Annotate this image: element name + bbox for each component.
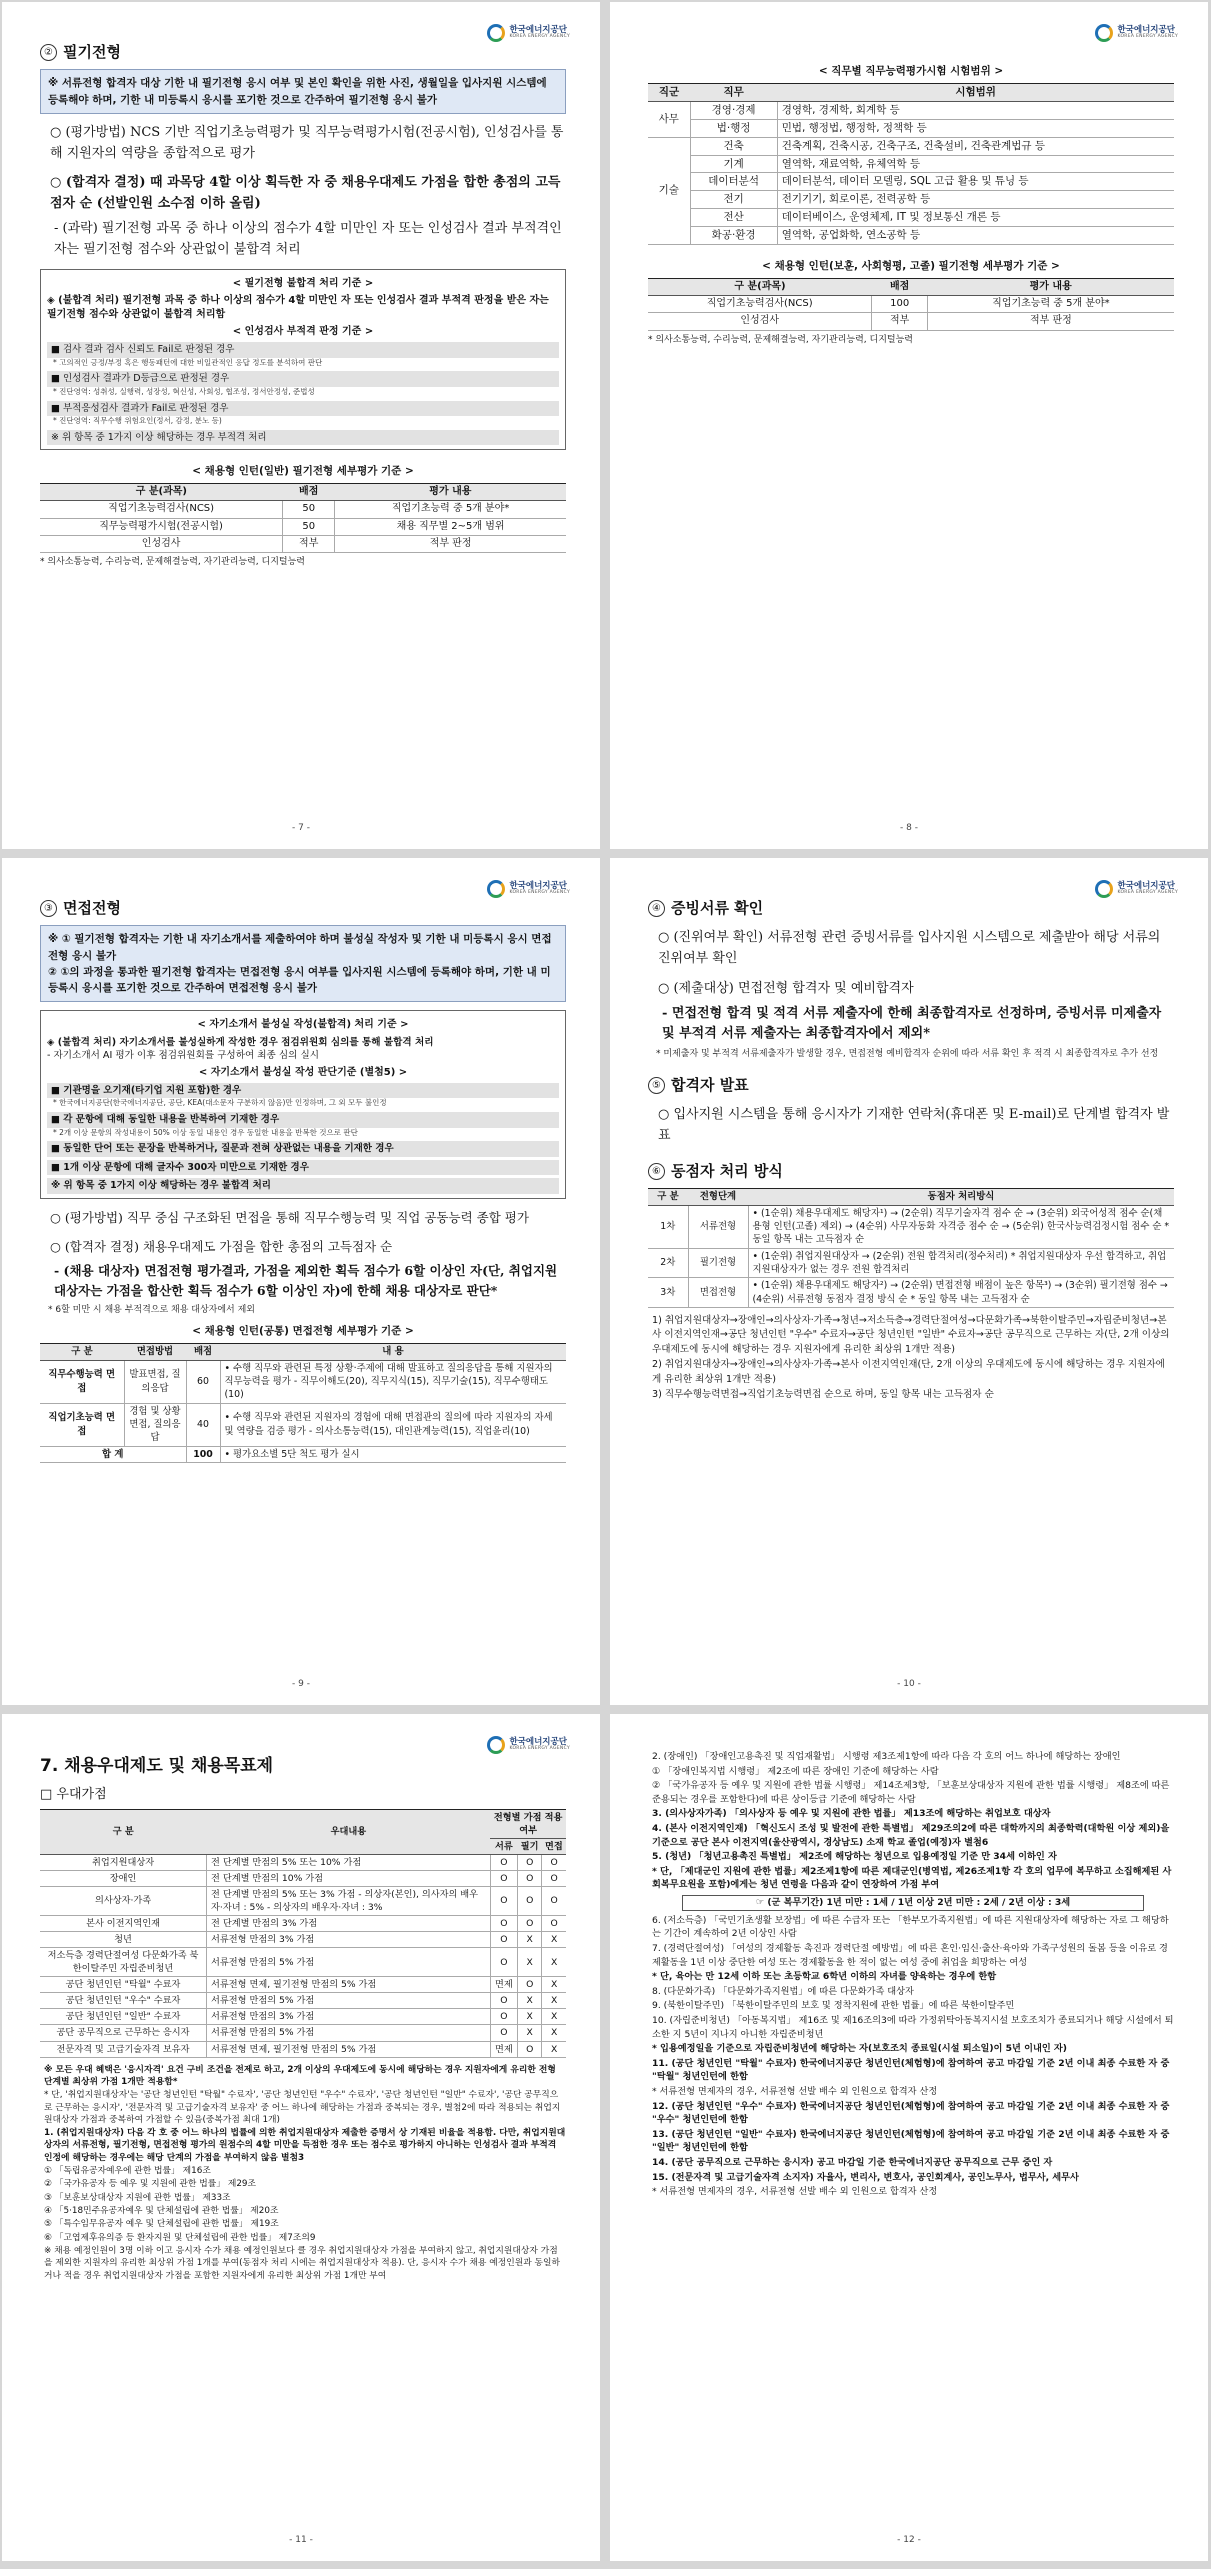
- logo-icon: [1095, 880, 1113, 898]
- table-row: [40, 518, 566, 535]
- td: O: [490, 1993, 517, 2009]
- interview-table: [40, 1343, 566, 1463]
- td: • (1순위) 취업지원대상자 → (2순위) 전원 합격처리(정수처리) * 취업지원대상자 우선 합격하고, 취업지원대상자가 없는 경우 전원 합격처리: [748, 1248, 1174, 1278]
- list-item: ⑤ 「특수임무유공자 예우 및 단체설립에 관한 법률」 제19조: [44, 2219, 279, 2230]
- td: 전 단계별 만점의 10% 가점: [207, 1870, 491, 1886]
- td: 전 단계별 만점의 5% 또는 3% 가점 - 의상자(본인), 의사자의 배우자·자녀 : 5% - 의상자의 배우자·자녀 : 3%: [207, 1886, 491, 1915]
- bullet: ○ (제출대상) 면접전형 합격자 및 예비합격자: [658, 980, 914, 996]
- th: 구 분: [40, 1809, 207, 1854]
- criterion-note: * 2개 이상 문항의 작성내용이 50% 이상 동일 내용인 경우 동일한 내용을 반복한 것으로 판단: [53, 1127, 358, 1137]
- td: X: [518, 1993, 542, 2009]
- notice-box: [40, 925, 566, 1002]
- section-number: ②: [40, 44, 57, 61]
- table-row: [40, 1993, 566, 2009]
- subheading: □ 우대가점: [40, 1787, 107, 1803]
- list-item: ② 「국가유공자 등 예우 및 지원에 관한 법률 시행령」 제14조제3항, 「보훈보상대상자 지원에 관한 법률 시행령」 제8조에 따른 준용되는 경우를 포함한다)에 따른 상이등급 기준에 해당하는 사람: [652, 1780, 1170, 1805]
- list-item: ① 「독립유공자예우에 관한 법률」 제16조: [44, 2166, 211, 2177]
- bullet: ○ (합격자 결정) 채용우대제도 가점을 합한 총점의 고득점자 순: [50, 1238, 393, 1254]
- td: X: [542, 2025, 566, 2041]
- bullet: ○ (평가방법) NCS 기반 직업기초능력평가 및 직무능력평가시험(전공시험), 인성검사를 통해 지원자의 역량을 종합적으로 평가: [50, 124, 564, 161]
- th: 배점: [186, 1344, 220, 1360]
- notice-box: ※ 서류전형 합격자 대상 기한 내 필기전형 응시 여부 및 본인 확인을 위한 사진, 생월일을 입사지원 시스템에 등록해야 하며, 기한 내 미등록시 응시를 포기한 것으로 간주하여 필기전형 응시 불가: [40, 69, 566, 114]
- td: 저소득층 경력단절여성 다문화가족 북한이탈주민 자립준비청년: [40, 1948, 207, 1977]
- list-item: ① 「장애인복지법 시행령」 제2조에 따른 장애인 기준에 해당하는 사람: [652, 1765, 939, 1777]
- th: 면접: [542, 1838, 566, 1854]
- td: O: [542, 1870, 566, 1886]
- org-sub: KOREA ENERGY AGENCY: [1117, 34, 1178, 40]
- td: 청년: [40, 1932, 207, 1948]
- criterion: ■ 동일한 단어 또는 문장을 반복하거나, 질문과 전혀 상관없는 내용을 기재한 경우: [47, 1141, 559, 1156]
- org-sub: KOREA ENERGY AGENCY: [1117, 890, 1178, 896]
- section-title: [648, 1161, 1174, 1182]
- td: • (1순위) 채용우대제도 해당자¹) → (2순위) 직무기술자격 점수 순 → (3순위) 외국어성적 점수 순(채용형 인턴(고졸) 제외) → (4순위) 사무자동화 자격증 점수 순 → (5순위) 한국사능력검정시험 점수 순 * 동일 항목 내는 고득점자 순: [748, 1205, 1174, 1248]
- box-rule: ◈ (불합격 처리) 자기소개서를 불성실하게 작성한 경우 점검위원회 심의를 통해 불합격 처리: [47, 1036, 434, 1048]
- notice-line: ② ①의 과정을 통과한 필기전형 합격자는 면접전형 응시 여부를 입사지원 시스템에 등록해야 하며, 기한 내 미등록시 응시를 포기한 것으로 간주하여 면접전형 응시 불가: [48, 965, 551, 995]
- list-item: ⑥ 「고엽제후유의증 등 환자지원 및 단체설립에 관한 법률」 제7조의9: [44, 2232, 316, 2243]
- td: 적부 판정: [335, 535, 566, 552]
- eval-table: [40, 483, 566, 553]
- table-row: [40, 2009, 566, 2025]
- list-item: * 서류전형 면제자의 경우, 서류전형 선발 배수 외 인원으로 합격자 산정: [652, 2086, 938, 2098]
- page-number: - 10 -: [897, 1679, 921, 1690]
- td: 채용 직무별 2~5개 범위: [335, 518, 566, 535]
- service-period-box: ☞ (군 복무기간) 1년 미만 : 1세 / 1년 이상 2년 미만 : 2세 / 2년 이상 : 3세: [682, 1895, 1144, 1911]
- table-row: [648, 209, 1174, 227]
- td: 사무: [648, 101, 690, 137]
- td: 경영학, 경제학, 회계학 등: [777, 101, 1174, 119]
- org-logo: [1095, 24, 1178, 42]
- td: 인성검사: [40, 535, 283, 552]
- td: 취업지원대상자: [40, 1854, 207, 1870]
- table-row: [40, 1854, 566, 1870]
- td: X: [542, 1993, 566, 2009]
- table-row: [648, 1278, 1174, 1308]
- th: 구 분(과목): [40, 484, 283, 501]
- box-title: < 필기전형 불합격 처리 기준 >: [232, 277, 374, 289]
- th: 면접방법: [124, 1344, 186, 1360]
- td: O: [518, 1886, 542, 1915]
- list-item: 11. (공단 청년인턴 "탁월" 수료자) 한국에너지공단 청년인턴(체험형)에 참여하여 공고 마감일 기준 2년 이내 최종 수료한 자 중 "탁월" 청년인턴에 한함: [652, 2057, 1170, 2083]
- table-row: [648, 227, 1174, 245]
- td: X: [542, 1948, 566, 1977]
- org-logo: [487, 880, 570, 898]
- footnote: 3) 직무수행능력면접→직업기초능력면접 순으로 하며, 동일 항목 내는 고득점자 순: [652, 1388, 994, 1400]
- th: 우대내용: [207, 1809, 491, 1854]
- list-item: 5. (청년) 「청년고용촉진 특별법」 제2조에 해당하는 청년으로 입용예정일 기준 만 34세 이하인 자: [652, 1851, 1057, 1863]
- td: 100: [186, 1446, 220, 1462]
- bullet: - 면접전형 합격 및 적격 서류 제출자에 한해 최종합격자로 선정하며, 증빙서류 미제출자 및 부적격 서류 제출자는 최종합격자에서 제외*: [662, 1005, 1162, 1042]
- section-number: ⑥: [648, 1163, 665, 1180]
- section-number: ⑤: [648, 1077, 665, 1094]
- bullet-note: * 6할 미만 시 채용 부적격으로 채용 대상자에서 제외: [48, 1304, 255, 1315]
- org-logo: [487, 24, 570, 42]
- th: 구 분(과목): [648, 278, 872, 295]
- td: 전문자격 및 고급기술자격 보유자: [40, 2041, 207, 2057]
- org-name: 한국에너지공단: [509, 881, 567, 892]
- td: 공단 청년인턴 "일반" 수료자: [40, 2009, 207, 2025]
- section-title-text: 면접전형: [63, 899, 121, 917]
- td: 면제: [490, 2041, 517, 2057]
- org-name: 한국에너지공단: [509, 1737, 567, 1748]
- exam-scope-table: [648, 83, 1174, 245]
- criterion-note: * 진단영역: 직무수행 위험요인(정서, 감정, 분노 등): [53, 416, 222, 426]
- td: 서류전형 만점의 5% 가점: [207, 1993, 491, 2009]
- td: 전산: [690, 209, 777, 227]
- org-sub: KOREA ENERGY AGENCY: [509, 890, 570, 896]
- box-note: - 자기소개서 AI 평가 이후 점검위원회를 구성하여 최종 심의 실시: [47, 1050, 319, 1062]
- list-item: 12. (공단 청년인턴 "우수" 수료자) 한국에너지공단 청년인턴(체험형)에 참여하여 공고 마감일 기준 2년 이내 최종 수료한 자 중 "우수" 청년인턴에 한함: [652, 2100, 1170, 2126]
- td: 데이터분석: [690, 173, 777, 191]
- list-item: 7. (경력단절여성) 「여성의 경제활동 촉진과 경력단절 예방법」에 따른 혼인·임신·출산·육아와 가족구성원의 돌봄 등을 이유로 경제활동을 1년 이상 중단한 여성 또는 경제활동을 한 적이 없는 여성 중에 취업을 희망하는 여성: [652, 1942, 1168, 1968]
- page-12: [610, 1714, 1208, 2561]
- td: 서류전형 만점의 5% 가점: [207, 2025, 491, 2041]
- table-caption: < 직무별 직무능력평가시험 시험범위 >: [818, 65, 1004, 77]
- table-row: [40, 1870, 566, 1886]
- td: O: [490, 2009, 517, 2025]
- section-title-text: 필기전형: [63, 43, 121, 61]
- td: 100: [872, 296, 927, 313]
- td: 공단 청년인턴 "탁월" 수료자: [40, 1977, 207, 1993]
- table-row: [648, 191, 1174, 209]
- td: O: [490, 1886, 517, 1915]
- bullet: ○ (진위여부 확인) 서류전형 관련 증빙서류를 입사지원 시스템으로 제출받아 해당 서류의 진위여부 확인: [658, 930, 1161, 967]
- td: X: [542, 2009, 566, 2025]
- criterion-note: * 한국에너지공단(한국에너지공단, 공단, KEA(대소문자 구분하지 않음)만 인정하며, 그 외 모두 불인정: [53, 1098, 387, 1108]
- td: 경험 및 상황면접, 질의응답: [124, 1403, 186, 1446]
- td: 직무능력평가시험(전공시험): [40, 518, 283, 535]
- th: 배점: [872, 278, 927, 295]
- criterion-note: * 고의적인 긍정/부정 혹은 행동패턴에 대한 비일관적인 응답 정도를 분석하여 판단: [53, 357, 323, 367]
- criterion-summary: ※ 위 항목 중 1가지 이상 해당하는 경우 부적격 처리: [47, 430, 559, 445]
- td: O: [490, 1948, 517, 1977]
- td: 발표면접, 질의응답: [124, 1360, 186, 1403]
- footnote: 2) 취업지원대상자→장애인→의사상자·가족→본사 이전지역인재(단, 2개 이상의 우대제도에 동시에 해당하는 경우 지원자에게 유리한 최상위 1개만 적용): [652, 1359, 1165, 1385]
- td: 직업기초능력검사(NCS): [40, 501, 283, 518]
- box-subtitle: < 자기소개서 불성실 작성 판단기준 (별첨5) >: [198, 1066, 408, 1078]
- table-row: [40, 535, 566, 552]
- page-number: - 12 -: [897, 2535, 921, 2546]
- td: 3차: [648, 1278, 688, 1308]
- td: 합 계: [40, 1446, 186, 1462]
- section-title: [648, 898, 1174, 919]
- table-row: [648, 1205, 1174, 1248]
- td: 면접전형: [688, 1278, 748, 1308]
- td: 의사상자·가족: [40, 1886, 207, 1915]
- note: * 단, '취업지원대상자'는 '공단 청년인턴 "탁월" 수료자', '공단 청년인턴 "우수" 수료자', '공단 청년인턴 "일반" 수료자', '공단 공무직으로 근무하는 응시자', '전문자격 및 고급기술자격 보유자' 중 어느 하나에 해당하는 가점과 중복되는 경우, 별첨2에 따라 적용되는 취업지원대상자 가점과 중복하여 가점할 수 있음(중복가점 최대 1개): [44, 2090, 561, 2125]
- table-row: [40, 1977, 566, 1993]
- td: X: [518, 1948, 542, 1977]
- list-item: ② 「국가유공자 등 예우 및 지원에 관한 법률」 제29조: [44, 2179, 257, 2190]
- td: 서류전형 만점의 5% 가점: [207, 1948, 491, 1977]
- td: 직업기초능력 중 5개 분야*: [927, 296, 1174, 313]
- page-10: [610, 858, 1208, 1705]
- td: 전기: [690, 191, 777, 209]
- table-row: [648, 137, 1174, 155]
- th: 평가 내용: [335, 484, 566, 501]
- bullet: - (과락) 필기전형 과목 중 하나 이상의 점수가 4할 미만인 자 또는 인성검사 결과 부적격인 자는 필기전형 점수와 상관없이 불합격 처리: [54, 221, 562, 257]
- table-footnote: * 의사소통능력, 수리능력, 문제해결능력, 자기관리능력, 디지털능력: [40, 556, 305, 567]
- td: O: [542, 1854, 566, 1870]
- table-row: [40, 1886, 566, 1915]
- org-name: 한국에너지공단: [1117, 25, 1175, 36]
- td: 필기전형: [688, 1248, 748, 1278]
- td: 기계: [690, 155, 777, 173]
- box-title: < 자기소개서 불성실 작성(불합격) 처리 기준 >: [197, 1019, 409, 1031]
- td: 50: [283, 518, 335, 535]
- logo-icon: [1095, 24, 1113, 42]
- section-number: ③: [40, 900, 57, 917]
- table-row: [40, 1446, 566, 1462]
- bullet: ○ 입사지원 시스템을 통해 응시자가 기재한 연락처(휴대폰 및 E-mail)로 단계별 합격자 발표: [658, 1107, 1170, 1144]
- criterion: ■ 1개 이상 문항에 대해 글자수 300자 미만으로 기재한 경우: [47, 1160, 559, 1175]
- td: 직업기초능력 중 5개 분야*: [335, 501, 566, 518]
- td: 장애인: [40, 1870, 207, 1886]
- td: • 수행 직무와 관련된 지원자의 경험에 대해 면접관의 질의에 따라 지원자의 자세 및 역량을 검증 평가 - 의사소통능력(15), 대인관계능력(15), 직업윤리(10): [220, 1403, 566, 1446]
- criterion: ■ 검사 결과 검사 신뢰도 Fail로 판정된 경우: [47, 342, 559, 357]
- list-item: 9. (북한이탈주민) 「북한이탈주민의 보호 및 정착지원에 관한 법률」에 따른 북한이탈주민: [652, 2000, 1015, 2012]
- section-title-text: 증빙서류 확인: [671, 899, 764, 917]
- th: 시험범위: [777, 83, 1174, 101]
- page-7: [2, 2, 600, 849]
- criterion: ■ 부적응성검사 결과가 Fail로 판정된 경우: [47, 401, 559, 416]
- th: 평가 내용: [927, 278, 1174, 295]
- page-number: - 8 -: [900, 823, 918, 834]
- list-item: * 단, 육아는 만 12세 이하 또는 초등학교 6학년 이하의 자녀를 양육하는 경우에 한함: [652, 1971, 997, 1983]
- td: 법·행정: [690, 119, 777, 137]
- list-item: ③ 「보훈보상대상자 지원에 관한 법률」 제33조: [44, 2192, 231, 2203]
- td: 열역학, 공업화학, 연소공학 등: [777, 227, 1174, 245]
- td: 공단 청년인턴 "우수" 수료자: [40, 1993, 207, 2009]
- td: X: [518, 2009, 542, 2025]
- td: 전 단계별 만점의 3% 가점: [207, 1916, 491, 1932]
- page-number: - 11 -: [289, 2535, 313, 2546]
- td: 적부: [872, 313, 927, 330]
- td: 면제: [490, 1977, 517, 1993]
- td: 공단 공무직으로 근무하는 응시자: [40, 2025, 207, 2041]
- td: • 수행 직무와 관련된 특정 상황·주제에 대해 발표하고 질의응답을 통해 지원자의 직무능력을 평가 - 직무이해도(20), 직무지식(15), 직무기술(15), 직무수행태도(10): [220, 1360, 566, 1403]
- logo-icon: [487, 24, 505, 42]
- td: O: [518, 1854, 542, 1870]
- bullet-note: * 미제출자 및 부적격 서류제출자가 발생할 경우, 면접전형 예비합격자 순위에 따라 서류 확인 후 적격 시 최종합격자로 추가 선정: [656, 1049, 1159, 1060]
- list-item: * 입용예정일을 기준으로 자립준비청년에 해당하는 자(보호조치 종료일(시설 퇴소일)이 5년 이내인 자): [652, 2043, 1067, 2055]
- td: O: [490, 1932, 517, 1948]
- logo-icon: [487, 880, 505, 898]
- page-9: [2, 858, 600, 1705]
- th: 직군: [648, 83, 690, 101]
- table-row: [40, 1932, 566, 1948]
- table-row: [40, 501, 566, 518]
- td: X: [542, 1932, 566, 1948]
- td: • (1순위) 채용우대제도 해당자²) → (2순위) 면접전형 배점이 높은 항목³) → (3순위) 필기전형 점수 → (4순위) 서류전형 동점자 결정 방식 순 * 동일 항목 내는 고득점자 순: [748, 1278, 1174, 1308]
- criterion: ■ 각 문항에 대해 동일한 내용을 반복하여 기재한 경우: [47, 1112, 559, 1127]
- criterion: ■ 기관명을 오기재(타기업 지원 포함)한 경우: [47, 1083, 559, 1098]
- page-8: [610, 2, 1208, 849]
- org-sub: KOREA ENERGY AGENCY: [509, 34, 570, 40]
- td: 서류전형 만점의 3% 가점: [207, 2009, 491, 2025]
- note: ※ 모든 우대 혜택은 '응시자격' 요건 구비 조건을 전제로 하고, 2개 이상의 우대제도에 동시에 해당하는 경우 지원자에게 유리한 전형 단계별 최상위 가점 1개만 적용함*: [44, 2064, 556, 2087]
- td: 서류전형 만점의 3% 가점: [207, 1932, 491, 1948]
- logo-icon: [487, 1736, 505, 1754]
- eval-table: [648, 278, 1174, 331]
- bullet: - (채용 대상자) 면접전형 평가결과, 가점을 제외한 획득 점수가 6할 이상인 자(단, 취업지원대상자는 가점을 합산한 획득 점수가 6할 이상인 자)에 한해 채용 대상자로 판단*: [54, 1262, 558, 1298]
- td: 적부: [283, 535, 335, 552]
- list-item: 3. (의사상자가족) 「의사상자 등 예우 및 지원에 관한 법률」 제13조에 해당하는 취업보호 대상자: [652, 1808, 1051, 1820]
- list-item: 6. (저소득층) 「국민기초생활 보장법」에 따른 수급자 또는 「한부모가족지원법」에 따른 지원대상자에 해당하는 자로 그 해당하는 기간이 계속하여 2년 이상인 사람: [652, 1914, 1169, 1940]
- list-item: 1. (취업지원대상자) 다음 각 호 중 어느 하나의 법률에 의한 취업지원대상자 제출한 증명서 상 기재된 비율을 적용함. 다만, 취업지원대상자의 서류전형, 필기전형, 면접전형 평가의 원점수의 4할 미만을 득점한 경우 또는 점수로 평가하지 아니하는 인성검사 결과 부적격 인정에 해당하는 경우에는 해당 단계의 가점을 부여하지 않음 별첨3: [44, 2128, 566, 2163]
- th: 전형별 가점 적용여부: [490, 1809, 566, 1838]
- criterion-note: * 진단영역: 성취성, 실행력, 성장성, 혁신성, 사회성, 협조성, 정서안정성, 준법성: [53, 386, 315, 396]
- td: 본사 이전지역인재: [40, 1916, 207, 1932]
- box-rule: ◈ (불합격 처리) 필기전형 과목 중 하나 이상의 점수가 4할 미만인 자 또는 인성검사 결과 부적격 판정을 받은 자는 필기전형 점수와 상관없이 불합격 처리함: [47, 294, 549, 320]
- note: ※ 채용 예정인원이 3명 이하 이고 응시자 수가 채용 예정인원보다 클 경우 취업지원대상자 가점을 부여하지 않고, 취업지원대상자 가점을 제외한 지원자의 유리한 최상위 가점 1개를 부여(동점자 처리 시에는 취업지원대상자 적용). 단, 응시자 수가 채용 예정인원과 동일하거나 적을 경우 취업지원대상자 가점을 포함한 지원자에게 유리한 최상위 가점 1개만 부여: [44, 2245, 560, 2281]
- table-caption: < 채용형 인턴(공통) 면접전형 세부평가 기준 >: [192, 1325, 414, 1338]
- box-subtitle: < 인성검사 부적격 판정 기준 >: [232, 326, 374, 338]
- list-item: 14. (공단 공무직으로 근무하는 응시자) 공고 마감일 기준 한국에너지공단 공무직으로 근무 중인 자: [652, 2157, 1053, 2169]
- tiebreak-table: [648, 1188, 1174, 1308]
- td: 전기기기, 회로이론, 전력공학 등: [777, 191, 1174, 209]
- list-item: 15. (전문자격 및 고급기술자격 소지자) 자율사, 변리사, 변호사, 공인회계사, 공인노무사, 법무사, 세무사: [652, 2171, 1079, 2183]
- criterion-summary: ※ 위 항목 중 1가지 이상 해당하는 경우 불합격 처리: [47, 1178, 559, 1193]
- td: 서류전형: [688, 1205, 748, 1248]
- table-caption: < 채용형 인턴(일반) 필기전형 세부평가 기준 >: [192, 465, 414, 478]
- td: 건축: [690, 137, 777, 155]
- td: X: [542, 2041, 566, 2057]
- th: 구 분: [40, 1344, 124, 1360]
- td: 60: [186, 1360, 220, 1403]
- bullet: ○ (평가방법) 직무 중심 구조화된 면접을 통해 직무수행능력 및 직업 공동능력 종합 평가: [50, 1209, 529, 1225]
- td: 적부 판정: [927, 313, 1174, 330]
- org-sub: KOREA ENERGY AGENCY: [509, 1746, 570, 1752]
- org-name: 한국에너지공단: [509, 25, 567, 36]
- criteria-box: [40, 1010, 566, 1198]
- td: 1차: [648, 1205, 688, 1248]
- table-row: [40, 1948, 566, 1977]
- td: 민법, 행정법, 행정학, 정책학 등: [777, 119, 1174, 137]
- td: O: [542, 1916, 566, 1932]
- td: 열역학, 재료역학, 유체역학 등: [777, 155, 1174, 173]
- notice-line: ※ ① 필기전형 합격자는 기한 내 자기소개서를 제출하여야 하며 불성실 작성자 및 기한 내 미등록시 응시 면접전형 응시 불가: [48, 933, 552, 962]
- td: O: [518, 1977, 542, 1993]
- list-item: 10. (자립준비청년) 「아동복지법」 제16조 및 제16조의3에 따라 가정위탁아동복지시설 보호조치가 종료되거나 해당 시설에서 퇴소한 지 5년이 지나지 아니한 자립준비청년: [652, 2014, 1174, 2040]
- table-row: [40, 2041, 566, 2057]
- section-title: [40, 898, 566, 919]
- org-logo: [487, 1736, 570, 1754]
- td: O: [490, 2025, 517, 2041]
- list-item: 4. (본사 이전지역인재) 「혁신도시 조성 및 발전에 관한 특별법」 제29조의2에 따른 대학까지의 최종학력(대학원 이상 제외)을 기준으로 공단 본사 이전지역(울산광역시, 경상남도) 소재 학교 졸업(예정)자 별첨6: [652, 1823, 1170, 1848]
- table-row: [648, 119, 1174, 137]
- td: O: [490, 1916, 517, 1932]
- chapter-title: 7. 채용우대제도 및 채용목표제: [40, 1756, 274, 1776]
- td: O: [542, 1886, 566, 1915]
- td: 직업기초능력검사(NCS): [648, 296, 872, 313]
- table-caption: < 채용형 인턴(보훈, 사회형평, 고졸) 필기전형 세부평가 기준 >: [762, 260, 1060, 273]
- td: X: [518, 1932, 542, 1948]
- section-title: [40, 42, 566, 63]
- table-row: [648, 101, 1174, 119]
- section-title: [648, 1075, 1174, 1096]
- td: 40: [186, 1403, 220, 1446]
- td: O: [518, 1916, 542, 1932]
- org-name: 한국에너지공단: [1117, 881, 1175, 892]
- table-footnote: * 의사소통능력, 수리능력, 문제해결능력, 자기관리능력, 디지털능력: [648, 334, 913, 345]
- org-logo: [1095, 880, 1178, 898]
- td: 직무수행능력 면접: [40, 1360, 124, 1403]
- section-title-text: 합격자 발표: [671, 1076, 749, 1095]
- td: 서류전형 면제, 필기전형 만점의 5% 가점: [207, 1977, 491, 1993]
- th: 필기: [518, 1838, 542, 1854]
- section-title-text: 동점자 처리 방식: [671, 1161, 783, 1180]
- td: O: [518, 1870, 542, 1886]
- td: • 평가요소별 5단 척도 평가 실시: [220, 1446, 566, 1462]
- th: 구 분: [648, 1189, 688, 1205]
- list-item: 8. (다문화가족) 「다문화가족지원법」에 따른 다문화가족 대상자: [652, 1985, 914, 1997]
- th: 내 용: [220, 1344, 566, 1360]
- table-row: [648, 155, 1174, 173]
- th: 배점: [283, 484, 335, 501]
- table-row: [648, 173, 1174, 191]
- table-row: [40, 2025, 566, 2041]
- td: 2차: [648, 1248, 688, 1278]
- th: 동점자 처리방식: [748, 1189, 1174, 1205]
- bullet: ○ (합격자 결정) 때 과목당 4할 이상 획득한 자 중 채용우대제도 가점을 합한 총점의 고득점자 순 (선발인원 소수점 이하 올림): [50, 175, 561, 212]
- list-item: 13. (공단 청년인턴 "일반" 수료자) 한국에너지공단 청년인턴(체험형)에 참여하여 공고 마감일 기준 2년 이내 최종 수료한 자 중 "일반" 청년인턴에 한함: [652, 2128, 1170, 2154]
- bonus-table: [40, 1809, 566, 2058]
- td: 50: [283, 501, 335, 518]
- page-11: [2, 1714, 600, 2561]
- footnote: 1) 취업지원대상자→장애인→의사상자·가족→청년→저소득층→경력단절여성→다문화가족→북한이탈주민→자립준비청년→본사 이전지역인재→공단 청년인턴 "우수" 수료자→공단 청년인턴 "일반" 수료자→공단 공무직으로 근무하는 자(단, 2개 이상의 우대제도에 동시에 해당하는 경우 지원자에게 유리한 최상위 1개만 적용): [652, 1314, 1170, 1355]
- table-row: [648, 1248, 1174, 1278]
- td: 경영·경제: [690, 101, 777, 119]
- table-row: [648, 296, 1174, 313]
- section-number: ④: [648, 900, 665, 917]
- td: 데이터분석, 데이터 모델링, SQL 고급 활용 및 튜닝 등: [777, 173, 1174, 191]
- td: 데이터베이스, 운영체제, IT 및 정보통신 개론 등: [777, 209, 1174, 227]
- th: 서류: [490, 1838, 517, 1854]
- table-row: [40, 1360, 566, 1403]
- page-number: - 9 -: [292, 1679, 310, 1690]
- td: 인성검사: [648, 313, 872, 330]
- table-row: [648, 313, 1174, 330]
- td: 기술: [648, 137, 690, 244]
- td: O: [518, 2041, 542, 2057]
- list-item: 2. (장애인) 「장애인고용촉진 및 직업재활법」 시행령 제3조제1항에 따라 다음 각 호의 어느 하나에 해당하는 장애인: [652, 1751, 1121, 1762]
- th: 직무: [690, 83, 777, 101]
- list-item: * 단, 「제대군인 지원에 관한 법률」제2조제1항에 따른 제대군인(병역법, 제26조제1항 각 호의 업무에 복무하고 소집해제된 사회복무요원을 포함)에게는 청년 연령을 다음과 같이 연장하여 가점 부여: [652, 1865, 1172, 1891]
- td: O: [490, 1870, 517, 1886]
- page-number: - 7 -: [292, 823, 310, 834]
- criterion: ■ 인성검사 결과가 D등급으로 판정된 경우: [47, 371, 559, 386]
- td: 건축계획, 건축시공, 건축구조, 건축설비, 건축관계법규 등: [777, 137, 1174, 155]
- th: 전형단계: [688, 1189, 748, 1205]
- td: X: [542, 1977, 566, 1993]
- list-item: ④ 「5·18민주유공자예우 및 단체설립에 관한 법률」 제20조: [44, 2206, 279, 2217]
- td: O: [490, 1854, 517, 1870]
- criteria-box: [40, 269, 566, 451]
- td: 화공·환경: [690, 227, 777, 245]
- list-item: * 서류전형 면제자의 경우, 서류전형 선발 배수 외 인원으로 합격자 산정: [652, 2186, 938, 2198]
- table-row: [40, 1403, 566, 1446]
- table-row: [40, 1916, 566, 1932]
- td: 직업기초능력 면접: [40, 1403, 124, 1446]
- td: 전 단계별 만점의 5% 또는 10% 가점: [207, 1854, 491, 1870]
- td: 서류전형 면제, 필기전형 만점의 5% 가점: [207, 2041, 491, 2057]
- td: X: [518, 2025, 542, 2041]
